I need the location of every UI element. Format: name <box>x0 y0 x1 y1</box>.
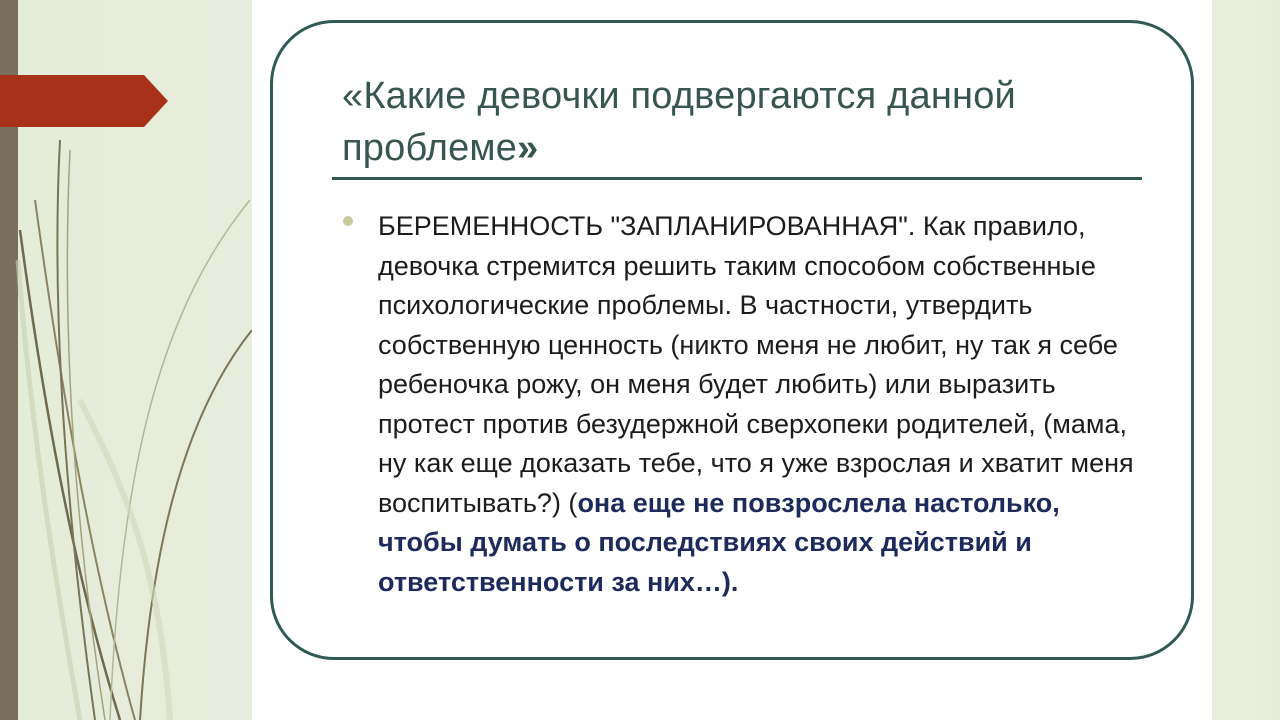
bullet-paragraph <box>378 207 1138 602</box>
slide-title <box>342 70 1162 174</box>
paragraph-text: БЕРЕМЕННОСТЬ "ЗАПЛАНИРОВАННАЯ". Как правило, девочка стремится решить таким способом собственные психологические проблемы. В частности, утвердить собственную ценность (никто меня не любит, ну так я себе ребеночка рожу, он меня будет любить) или выразить протест против безудержной сверхопеки родителей, (мама, ну как еще доказать тебе, что я уже взрослая и хватит меня воспитывать?) ( <box>378 211 1134 518</box>
right-background-strip <box>1212 0 1280 720</box>
paragraph-emphasis: она еще не повзрослела настолько, чтобы думать о последствиях своих действий и ответственности за них…). <box>378 487 1060 597</box>
red-arrow-shape <box>0 75 170 127</box>
title-text: «Какие девочки подвергаются данной проблеме <box>342 75 1016 169</box>
bullet-dot <box>343 216 353 226</box>
title-divider <box>332 177 1142 180</box>
title-closing-quote: » <box>517 127 539 169</box>
